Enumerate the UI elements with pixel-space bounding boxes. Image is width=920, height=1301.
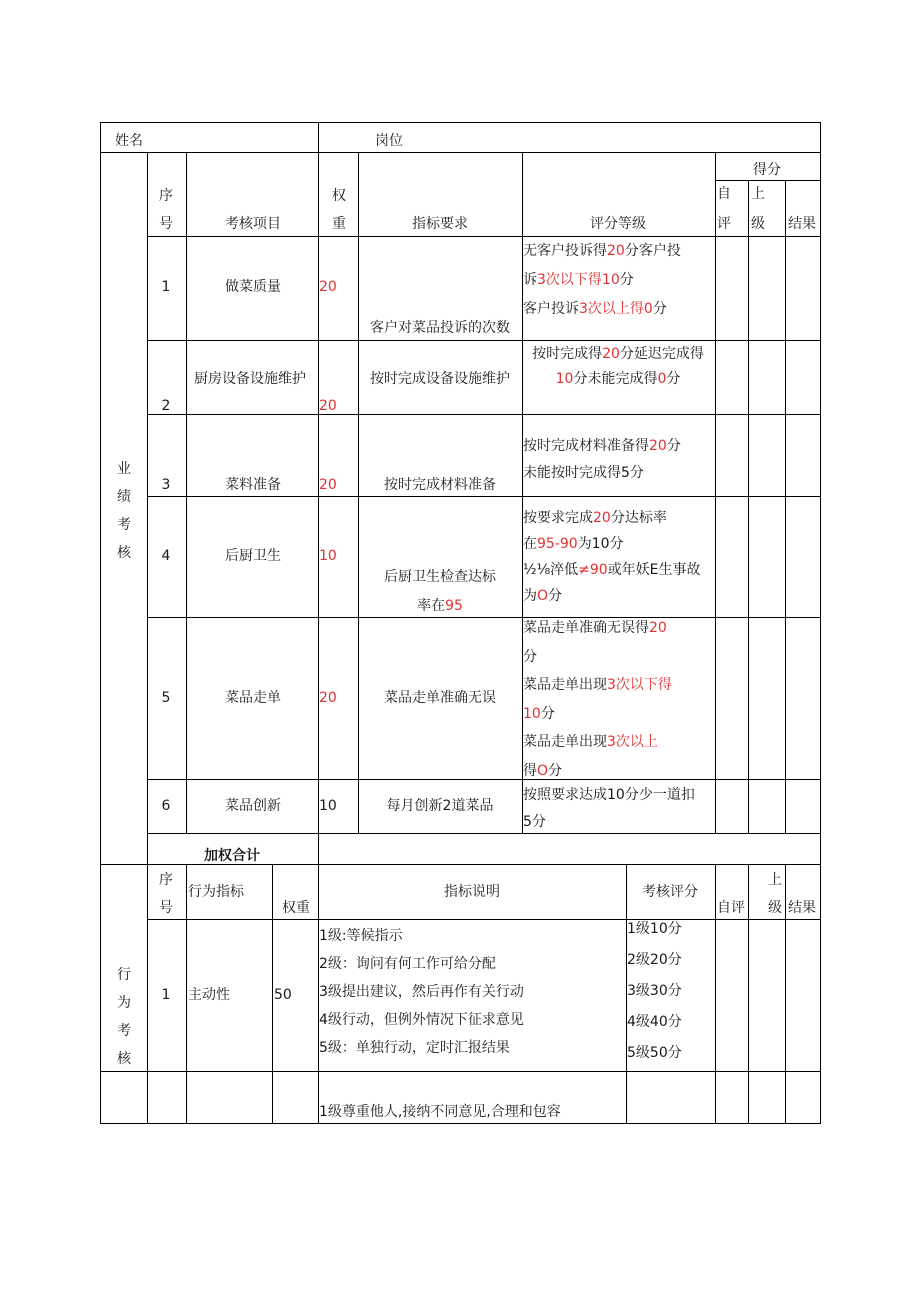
text-line	[523, 557, 701, 583]
highlighted-text: 95-90	[537, 536, 578, 552]
highlighted-text: 20	[593, 510, 611, 526]
rating-line: 5级50分	[627, 1045, 682, 1061]
perf-header-grading: 评分等级	[590, 216, 646, 232]
perf-row-seq: 5	[161, 690, 171, 706]
perf-row-seq: 3	[161, 477, 171, 493]
behav-row-description	[319, 922, 524, 1062]
text-line	[370, 370, 510, 388]
table-rule-vertical	[186, 864, 187, 1124]
highlighted-text: 20	[319, 477, 337, 493]
behav-header-weight: 权重	[282, 900, 310, 916]
text-line	[523, 728, 672, 757]
table-rule-vertical	[358, 152, 359, 833]
behav-header-seq: 序号	[159, 872, 173, 916]
text-line	[523, 531, 701, 557]
text-segment: 为	[523, 588, 537, 604]
text-line	[319, 397, 337, 415]
text-line	[523, 614, 672, 643]
behav-header-result: 结果	[788, 900, 816, 916]
text-segment: 按时完成得	[532, 346, 603, 362]
text-segment: 菜品走单准确无误得	[523, 620, 649, 636]
text-segment: 或年妖E生事故	[607, 562, 701, 578]
text-line	[387, 797, 494, 815]
table-rule-vertical	[748, 864, 749, 1124]
text-segment: 分	[548, 762, 563, 779]
perf-row-item: 做菜质量	[225, 279, 281, 295]
perf-row-grading	[523, 237, 681, 324]
text-line	[523, 700, 672, 729]
table-rule-horizontal	[100, 1123, 821, 1124]
perf-row-item: 后厨卫生	[225, 548, 281, 564]
behavior-section-label: 行为考核	[117, 967, 131, 1067]
highlighted-text: O	[537, 588, 549, 604]
perf-row-weight	[319, 689, 337, 707]
text-line	[384, 476, 496, 494]
table-rule-vertical	[715, 864, 716, 1124]
table-rule-vertical	[318, 122, 319, 1124]
text-segment: 无客户投诉得	[523, 243, 607, 259]
text-line	[319, 689, 337, 707]
highlighted-text: 10	[319, 548, 337, 564]
performance-section-label: 业绩考核	[117, 461, 131, 561]
table-rule-horizontal	[715, 180, 821, 181]
table-rule-vertical	[100, 122, 101, 1124]
text-line	[523, 643, 672, 672]
perf-row-weight	[319, 547, 337, 565]
text-line	[319, 476, 337, 494]
text-line	[523, 433, 681, 460]
text-line	[370, 319, 510, 337]
perf-row-weight	[319, 278, 337, 296]
text-segment: 分	[619, 272, 634, 288]
perf-row-requirement	[384, 689, 496, 707]
table-rule-vertical	[785, 864, 786, 1124]
table-rule-horizontal	[100, 1071, 821, 1072]
text-segment: 在	[523, 536, 537, 552]
perf-row-item: 菜料准备	[225, 477, 281, 493]
description-line: 3级提出建议，然后再作有关行动	[319, 984, 524, 1000]
text-segment: 未能按时完成得5分	[523, 465, 644, 481]
table-rule-horizontal	[147, 340, 821, 341]
perf-row-weight	[319, 797, 337, 815]
perf-row-grading	[523, 614, 672, 785]
highlighted-text: 0	[657, 371, 667, 387]
text-segment: 分	[666, 438, 681, 454]
text-segment: 得	[523, 762, 537, 779]
highlighted-text: 20	[607, 243, 625, 259]
highlighted-text: 3次以上	[607, 734, 658, 750]
text-line	[532, 342, 704, 367]
text-segment: 分达标率	[610, 510, 667, 526]
table-rule-horizontal	[147, 617, 821, 618]
behav-header-indicator: 行为指标	[188, 884, 244, 900]
text-segment: 客户对菜品投诉的次数	[370, 320, 510, 336]
table-rule-vertical	[147, 152, 148, 1124]
highlighted-text: ≠90	[578, 562, 608, 578]
perf-header-requirement: 指标要求	[412, 216, 468, 232]
text-segment: 分未能完成得	[573, 371, 658, 387]
perf-row-requirement	[387, 797, 494, 815]
position-label: 岗位	[375, 133, 403, 149]
highlighted-text: 3次以下得	[607, 677, 672, 693]
table-rule-horizontal	[147, 919, 821, 920]
text-line	[532, 367, 704, 392]
text-line	[523, 505, 701, 531]
behav-header-description: 指标说明	[444, 884, 500, 900]
table-rule-horizontal	[147, 414, 821, 415]
text-line	[523, 266, 681, 295]
text-segment: 分	[523, 648, 537, 665]
perf-row-item: 厨房设备设施维护	[194, 371, 306, 387]
behav-header-rating: 考核评分	[642, 884, 698, 900]
perf-row-requirement	[384, 563, 496, 621]
perf-row-item: 菜品走单	[225, 690, 281, 706]
text-segment: 菜品走单出现	[523, 677, 607, 693]
table-rule-vertical	[820, 122, 821, 1124]
table-rule-vertical	[626, 864, 627, 1124]
text-segment: 为10分	[577, 536, 624, 552]
perf-header-self: 自评	[717, 186, 731, 232]
text-segment: 按时完成材料准备得	[523, 438, 649, 454]
highlighted-text: 3次以上得0	[579, 301, 653, 317]
text-segment: 分延迟完成得	[619, 346, 704, 362]
behav-header-superior: 上级	[768, 872, 782, 916]
text-segment: 菜品走单出现	[523, 734, 607, 750]
text-segment: ½⅛淬低	[523, 562, 579, 578]
table-rule-horizontal	[100, 152, 821, 153]
text-segment: 按要求完成	[523, 510, 593, 526]
perf-header-superior: 上级	[751, 186, 765, 232]
description-line: 1级:等候指示	[319, 928, 403, 944]
text-line	[319, 547, 337, 565]
perf-row-seq: 1	[161, 279, 171, 295]
behav-row-indicator: 主动性	[188, 987, 230, 1003]
highlighted-text: 10	[555, 371, 574, 387]
rating-line: 3级30分	[627, 983, 682, 999]
text-segment: 客户投诉	[523, 301, 579, 317]
perf-header-result: 结果	[788, 216, 816, 232]
text-line	[384, 689, 496, 707]
text-line	[523, 809, 695, 836]
rating-line: 2级20分	[627, 952, 682, 968]
text-segment: 按时完成材料准备	[384, 477, 496, 493]
highlighted-text: 20	[602, 346, 620, 362]
text-line	[523, 237, 681, 266]
highlighted-text: 3次以下得10	[537, 272, 620, 288]
perf-header-score: 得分	[753, 162, 781, 178]
text-line	[523, 583, 701, 609]
text-segment: 率在	[417, 598, 446, 614]
behav-row-seq: 1	[161, 987, 171, 1003]
perf-header-seq: 序号	[159, 188, 173, 232]
perf-row-weight	[319, 476, 337, 494]
perf-row-grading	[523, 782, 695, 836]
highlighted-text: 95	[445, 598, 463, 614]
table-rule-horizontal	[100, 864, 821, 865]
table-rule-vertical	[186, 152, 187, 833]
text-segment: 每月创新2道菜品	[386, 798, 494, 814]
highlighted-text: 20	[319, 398, 337, 414]
text-segment: 10	[319, 798, 337, 814]
behav-row-rating	[627, 914, 682, 1069]
behav-header-self: 自评	[717, 900, 745, 916]
text-line	[523, 295, 681, 324]
perf-row-grading	[523, 433, 681, 487]
text-segment: 分	[666, 371, 681, 387]
text-segment: 按照要求达成10分少一道扣	[523, 787, 695, 803]
highlighted-text: 20	[319, 690, 337, 706]
highlighted-text: 20	[319, 279, 337, 295]
weighted-total-label: 加权合计	[204, 847, 260, 863]
text-line	[319, 278, 337, 296]
text-line	[523, 782, 695, 809]
perf-row-seq: 4	[161, 548, 171, 564]
perf-header-weight: 权重	[332, 188, 346, 232]
text-segment: 诉	[523, 272, 537, 288]
table-rule-horizontal	[147, 833, 821, 834]
description-line: 1级尊重他人,接纳不同意见,合理和包容	[319, 1104, 561, 1120]
text-segment: 分	[540, 705, 555, 722]
perf-row-weight	[319, 397, 337, 415]
text-segment: 后厨卫生检查达标	[384, 569, 496, 585]
table-rule-vertical	[748, 180, 749, 833]
behav-row-description	[319, 1103, 561, 1121]
table-rule-vertical	[715, 152, 716, 833]
table-rule-vertical	[272, 864, 273, 1124]
highlighted-text: O	[537, 762, 549, 779]
name-label: 姓名	[115, 133, 143, 149]
perf-row-item: 菜品创新	[225, 798, 281, 814]
perf-row-requirement	[370, 319, 510, 337]
text-line	[319, 797, 337, 815]
perf-row-grading	[532, 342, 704, 392]
text-segment: 分客户投	[624, 243, 681, 259]
text-line	[384, 563, 496, 592]
perf-row-requirement	[384, 476, 496, 494]
description-line: 4级行动，但例外情况下征求意见	[319, 1012, 524, 1028]
highlighted-text: 20	[649, 620, 667, 636]
rating-line: 1级10分	[627, 921, 682, 937]
text-segment: 5分	[523, 814, 546, 830]
text-segment: 分	[652, 301, 667, 317]
text-segment: 分	[548, 588, 563, 604]
text-segment: 菜品走单准确无误	[384, 690, 496, 706]
highlighted-text: 20	[649, 438, 667, 454]
perf-header-item: 考核项目	[225, 216, 281, 232]
behav-row-weight: 50	[274, 987, 292, 1003]
description-line: 2级：询问有何工作可给分配	[319, 956, 496, 972]
perf-row-requirement	[370, 370, 510, 388]
table-rule-vertical	[522, 152, 523, 833]
perf-row-seq: 2	[161, 398, 171, 414]
table-rule-horizontal	[147, 236, 821, 237]
table-rule-horizontal	[147, 496, 821, 497]
text-line	[523, 460, 681, 487]
text-segment: 按时完成设备设施维护	[370, 371, 510, 387]
highlighted-text: 10	[523, 705, 541, 722]
table-rule-vertical	[785, 180, 786, 833]
text-line	[523, 671, 672, 700]
perf-row-seq: 6	[161, 798, 171, 814]
rating-line: 4级40分	[627, 1014, 682, 1030]
description-line: 5级：单独行动，定时汇报结果	[319, 1040, 510, 1056]
perf-row-grading	[523, 505, 701, 609]
table-rule-horizontal	[100, 122, 821, 123]
text-line	[523, 757, 672, 786]
table-rule-horizontal	[147, 779, 821, 780]
